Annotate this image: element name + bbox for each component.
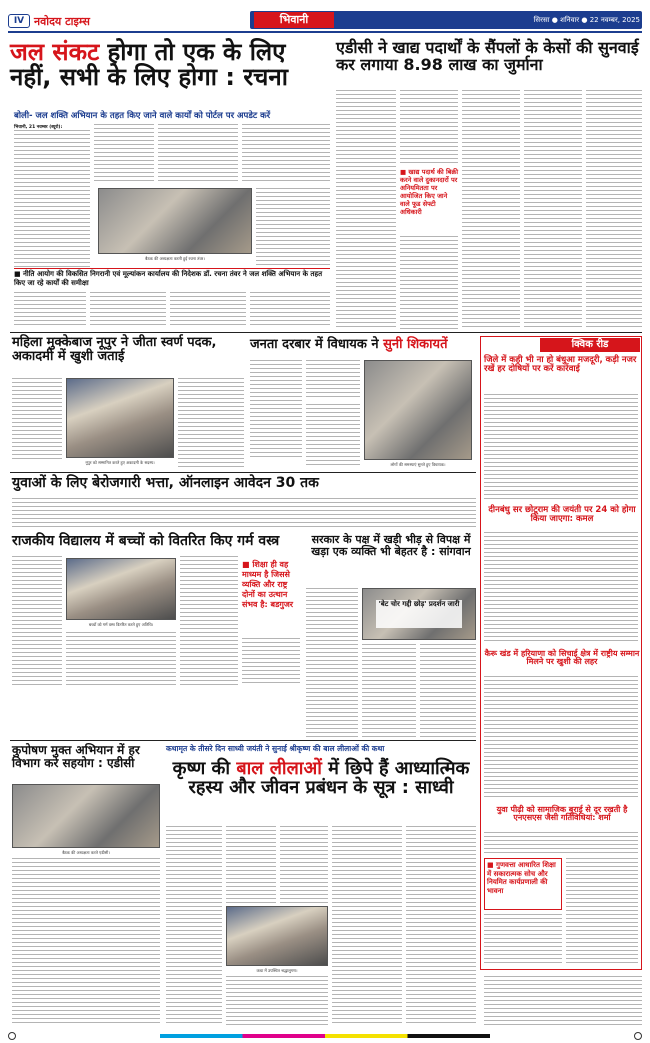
story6-pull-quote: 'बेट चोर गद्दी छोड़' प्रदर्शन जारी xyxy=(376,600,462,628)
story4-headline xyxy=(250,338,474,356)
story8-text xyxy=(12,858,160,1026)
story3-photo-caption: नूपुर को सम्मानित करते हुए अकादमी के सदस्य। xyxy=(85,460,155,465)
masthead xyxy=(0,0,650,36)
story1-text-col5 xyxy=(256,188,330,266)
story9-text-col2 xyxy=(226,826,276,906)
story4-headline-black: जनता दरबार में विधायक ने xyxy=(250,337,379,352)
story1-text-col4 xyxy=(242,124,330,184)
top-rule xyxy=(8,31,642,33)
divider-1 xyxy=(10,332,642,333)
story1-text-bottom4 xyxy=(250,292,330,328)
story9-headline xyxy=(166,760,476,822)
story1-text-bottom2 xyxy=(90,292,166,328)
story9-photo xyxy=(226,906,328,966)
story9-headline-black2: में छिपे हैं आध्यात्मिक रहस्य और जीवन प्रबंधन के सूत्र : साध्वी xyxy=(188,758,470,798)
story1-headline-rest: होगा तो एक के लिए नहीं, सभी के लिए होगा : रचना xyxy=(10,38,288,92)
quick-read-label: क्विक रीड xyxy=(540,338,640,352)
story1-headline xyxy=(10,40,330,104)
story4-headline-red: सुनी शिकायतें xyxy=(383,337,448,352)
story3-headline: महिला मुक्केबाज नूपुर ने जीता स्वर्ण पदक, अकादमी में खुशी जताई xyxy=(12,335,217,364)
quick-read-text1 xyxy=(484,394,638,502)
story7-headline: राजकीय विद्यालय में बच्चों को वितरित किए गर्म वस्त्र xyxy=(12,533,280,549)
quick-read-text7 xyxy=(484,976,642,1026)
quick-read-head2: दीनबंधु सर छोटूराम की जयंती पर 24 को होगा किया जाएगा: कमल xyxy=(488,505,636,524)
story1-photo-caption: बैठक की अध्यक्षता करती हुई रचना तंवर। xyxy=(145,256,205,261)
story7-photo-caption: बच्चों को गर्म वस्त्र वितरित करते हुए अतिथि। xyxy=(88,622,154,627)
quick-read-text4 xyxy=(484,832,638,854)
story6-headline: सरकार के पक्ष में खड़ी भीड़ से विपक्ष में खड़ा एक व्यक्ति भी बेहतर है : सांगवान xyxy=(311,533,471,558)
issue-date: सिरसा ● शनिवार ● 22 नवम्बर, 2025 xyxy=(533,16,640,24)
story1-headline-red: जल संकट xyxy=(10,38,100,66)
story7-text-col2 xyxy=(180,556,238,686)
story9-kicker: कथामृत के तीसरे दिन साध्वी जयंती ने सुनाई श्रीकृष्ण की बाल लीलाओं की कथा xyxy=(166,744,385,753)
story4-text-col1 xyxy=(250,360,302,458)
registration-mark-right xyxy=(634,1032,642,1040)
story7-photo xyxy=(66,558,176,620)
story6-text-col1 xyxy=(306,588,358,738)
story9-headline-red: बाल लीलाओं xyxy=(236,758,322,779)
page-number-badge: IV xyxy=(8,14,30,28)
story4-photo xyxy=(364,360,472,460)
divider-3 xyxy=(10,740,476,741)
story2-text-col5 xyxy=(586,90,642,330)
paper-name: नवोदय टाइम्स xyxy=(34,15,90,28)
story8-photo xyxy=(12,784,160,848)
story9-text-col4 xyxy=(332,826,402,1026)
story9-text-col5 xyxy=(406,826,476,1026)
story1-text-col3 xyxy=(158,124,238,184)
story2-text-col2b xyxy=(400,236,458,330)
registration-mark-left xyxy=(8,1032,16,1040)
story1-highlight: ■ नीति आयोग की विकसित निगरानी एवं मूल्यांकन कार्यालय की निदेशक डॉ. रचना तंवर ने जल शक्ति अभियान के तहत किए जा रहे कार्यों की समीक्षा xyxy=(14,268,330,288)
story6-text-col2 xyxy=(362,644,416,738)
quick-read-text6 xyxy=(484,914,562,966)
story3-text-col2 xyxy=(178,378,244,468)
story2-text-col2 xyxy=(400,90,458,166)
quick-read-head3: कैरू खंड में हरियाणा को सिचाई क्षेत्र में राष्ट्रीय सम्मान मिलने पर खुशी की लहर xyxy=(484,649,640,667)
story1-photo xyxy=(98,188,252,254)
story7-pullquote: ■ शिक्षा ही वह माध्यम है जिससे व्यक्ति और राष्ट्र दोनों का उत्थान संभव है: बडगुजर xyxy=(242,560,294,609)
story7-text-col1 xyxy=(12,556,62,686)
story9-text-col3 xyxy=(280,826,328,904)
quick-read-text5 xyxy=(566,858,638,966)
story5-headline: युवाओं के लिए बेरोजगारी भत्ता, ऑनलाइन आवेदन 30 तक xyxy=(12,475,319,491)
story9-text-col6 xyxy=(226,976,328,1026)
color-strip xyxy=(160,1034,490,1038)
story1-byline: भिवानी, 21 नवम्बर (ब्यूरो): xyxy=(14,125,63,130)
story3-text-col1 xyxy=(12,378,62,460)
story1-text-bottom3 xyxy=(170,292,246,328)
story1-text-bottom1 xyxy=(14,292,86,328)
story1-subhead: बोली- जल शक्ति अभियान के तहत किए जाने वाले कार्यों को पोर्टल पर अपडेट करें xyxy=(14,111,271,121)
quick-read-text3 xyxy=(484,676,638,800)
story2-text-col3 xyxy=(462,90,520,330)
story4-photo-caption: लोगों की समस्याएं सुनते हुए विधायक। xyxy=(390,462,446,467)
story2-text-col1 xyxy=(336,90,396,330)
story8-photo-caption: बैठक की अध्यक्षता करते एडीसी। xyxy=(62,850,110,855)
quick-read-text2 xyxy=(484,532,638,644)
story9-photo-caption: कथा में उपस्थित श्रद्धालुगण। xyxy=(256,968,298,973)
story2-headline: एडीसी ने खाद्य पदार्थों के सैंपलों के केसों की सुनवाई कर लगाया 8.98 लाख का जुर्माना xyxy=(336,38,639,74)
story2-pullquote: ■ खाद्य पदार्थ की बिक्री करने वाले दुकानदारों पर अनियमितता पर आयोजित किए जाने वाले फूड सेफ्टी अधिकारी xyxy=(400,168,459,216)
divider-2 xyxy=(10,472,476,473)
story4-text-col3 xyxy=(306,404,360,468)
footer-bar xyxy=(0,1030,650,1043)
story7-text-col3 xyxy=(66,632,176,686)
story1-text-col1 xyxy=(14,130,90,268)
story2-text-col4 xyxy=(524,90,582,330)
quick-read-head1: जिले में कही भी ना हो बंधुआ मजदूरी, कड़ी नजर रखें हर दोषियों पर करें कार्रवाई xyxy=(484,355,637,374)
story1-text-col2 xyxy=(94,124,154,184)
story8-headline: कुपोषण मुक्त अभियान में हर विभाग करे सहयोग : एडीसी xyxy=(12,743,140,770)
story4-text-col2 xyxy=(306,360,360,400)
story5-text xyxy=(12,498,476,528)
section-title: भिवानी xyxy=(254,12,334,28)
story9-text-col1 xyxy=(166,826,222,1026)
quick-read-head4: युवा पीढ़ी को सामाजिक बुराई से दूर रखती है एनएसएस जैसी गतिविधियां: शर्मा xyxy=(496,805,628,823)
story6-text-col3 xyxy=(420,644,476,738)
story3-photo xyxy=(66,378,174,458)
story7-text-col4 xyxy=(242,638,300,686)
story9-headline-black1: कृष्ण की xyxy=(172,758,231,779)
quick-read-sidebox: ■ गुणवत्ता आधारित शिक्षा में सकारात्मक सोच और नियमित कार्यप्रणाली की भावना xyxy=(484,858,562,910)
